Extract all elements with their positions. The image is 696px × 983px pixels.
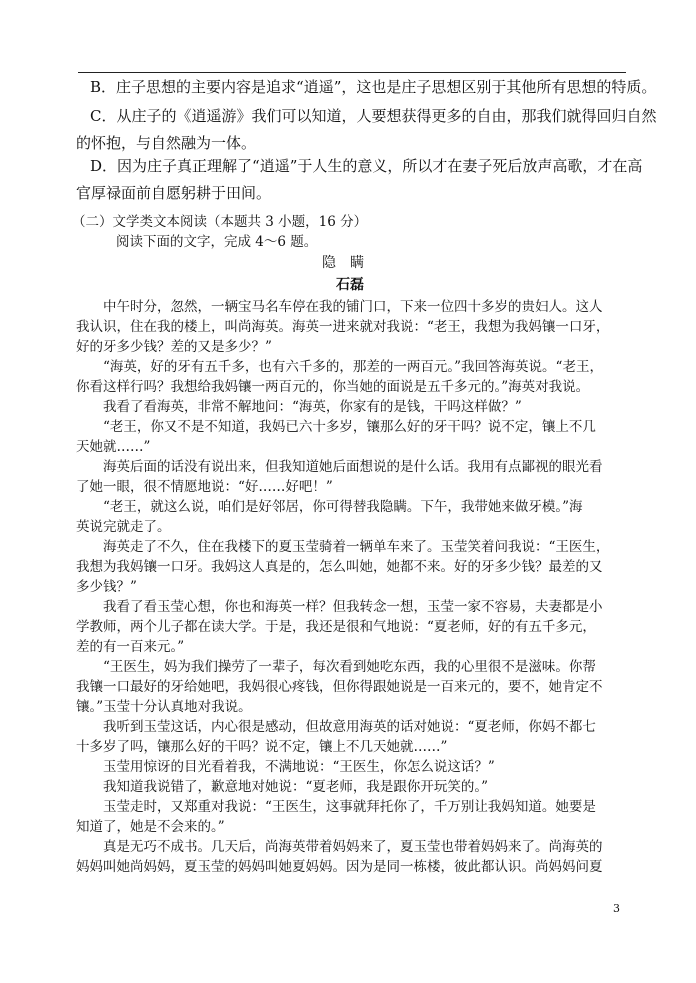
paragraph-line: “老王，你又不是不知道，我妈已六十多岁，镶那么好的牙干吗？说不定，镶上不几 bbox=[103, 419, 596, 435]
paragraph bbox=[76, 537, 624, 597]
option-c-line: 的怀抱，与自然融为一体。 bbox=[76, 134, 257, 152]
paragraph-line: “海英，好的牙有五千多，也有六千多的，那差的一两百元。”我回答海英说。“老王， bbox=[103, 359, 603, 375]
paragraph-line: 海英后面的话没有说出来，但我知道她后面想说的是什么话。我用有点鄙视的眼光看 bbox=[103, 459, 603, 475]
paragraph bbox=[76, 357, 624, 397]
paragraph-line: 我知道我说错了，歉意地对她说：“夏老师，我是跟你开玩笑的。” bbox=[103, 779, 489, 795]
paragraph bbox=[76, 297, 624, 357]
paragraph-line: 差的有一百来元。” bbox=[76, 639, 185, 655]
paragraph bbox=[76, 837, 624, 877]
section-heading: （二）文学类文本阅读（本题共 3 小题，16 分） bbox=[72, 214, 368, 230]
page-number: 3 bbox=[613, 902, 620, 915]
paragraph-line: 我认识，住在我的楼上，叫尚海英。海英一进来就对我说：“老王，我想为我妈镶一口牙， bbox=[76, 319, 610, 335]
paragraph-line: 中午时分，忽然，一辆宝马名车停在我的铺门口，下来一位四十多岁的贵妇人。这人 bbox=[103, 299, 603, 315]
paragraph-line: “老王，就这么说，咱们是好邻居，你可得替我隐瞒。下午，我带她来做牙模。”海 bbox=[103, 499, 583, 515]
option-b-line: B．庄子思想的主要内容是追求“逍遥”，这也是庄子思想区别于其他所有思想的特质。 bbox=[90, 78, 657, 96]
header-rule bbox=[78, 72, 626, 73]
paragraph-line: 好的牙多少钱？差的又是多少？” bbox=[76, 339, 272, 355]
paragraph bbox=[76, 417, 624, 457]
paragraph bbox=[76, 457, 624, 497]
paragraph-line: 天她就……” bbox=[76, 439, 151, 455]
story-title: 隐瞒 bbox=[322, 255, 378, 271]
option-d-line: 官厚禄面前自愿躬耕于田间。 bbox=[76, 184, 272, 202]
paragraph-line: 学教师，两个儿子都在读大学。于是，我还是很和气地说：“夏老师，好的有五千多元， bbox=[76, 619, 596, 635]
paragraph-line: 英说完就走了。 bbox=[76, 519, 171, 535]
paragraph-line: “王医生，妈为我们操劳了一辈子，每次看到她吃东西，我的心里很不是滋味。你帮 bbox=[103, 659, 596, 675]
option-d bbox=[76, 153, 643, 207]
paragraph-line: 你看这样行吗？我想给我妈镶一两百元的，你当她的面说是五千多元的。”海英对我说。 bbox=[76, 379, 590, 395]
paragraph-line: 我看了看海英，非常不解地问：“海英，你家有的是钱，干吗这样做？” bbox=[103, 399, 522, 415]
reading-section bbox=[72, 212, 624, 296]
option-c-line: C．从庄子的《逍遥游》我们可以知道，人要想获得更多的自由，那我们就得回归自然 bbox=[90, 107, 657, 125]
paragraph bbox=[76, 717, 624, 757]
paragraph bbox=[76, 497, 624, 537]
paragraph-line: 真是无巧不成书。几天后，尚海英带着妈妈来了，夏玉莹也带着妈妈来了。尚海英的 bbox=[103, 839, 603, 855]
paragraph-line: 玉莹用惊讶的目光看着我，不满地说：“王医生，你怎么说这话？” bbox=[103, 759, 495, 775]
paragraph-line: 多少钱？” bbox=[76, 579, 137, 595]
story-author: 石磊 bbox=[336, 277, 364, 293]
story-body bbox=[76, 297, 624, 877]
paragraph-line: 我镶一口最好的牙给她吧，我妈很心疼钱，但你得跟她说是一百来元的，要不，她肯定不 bbox=[76, 679, 603, 695]
option-d-line: D．因为庄子真正理解了“逍遥”于人生的意义，所以才在妻子死后放声高歌，才在高 bbox=[90, 157, 643, 175]
paragraph-line: 知道了，她是不会来的。” bbox=[76, 819, 225, 835]
option-c bbox=[76, 103, 657, 157]
paragraph-line: 我听到玉莹这话，内心很是感动，但故意用海英的话对她说：“夏老师，你妈不都七 bbox=[103, 719, 596, 735]
paragraph-line: 玉莹走时，又郑重对我说：“王医生，这事就拜托你了，千万别让我妈知道。她要是 bbox=[103, 799, 596, 815]
paragraph bbox=[76, 397, 624, 417]
paragraph bbox=[76, 797, 624, 837]
section-instruction: 阅读下面的文字，完成 4～6 题。 bbox=[116, 234, 318, 250]
paragraph-line: 了她一眼，很不情愿地说：“好……好吧！” bbox=[76, 479, 333, 495]
paragraph bbox=[76, 757, 624, 777]
paragraph-line: 镶。”玉莹十分认真地对我说。 bbox=[76, 699, 252, 715]
paragraph bbox=[76, 657, 624, 717]
paragraph-line: 海英走了不久，住在我楼下的夏玉莹骑着一辆单车来了。玉莹笑着问我说：“王医生， bbox=[103, 539, 610, 555]
paragraph bbox=[76, 777, 624, 797]
paragraph-line: 妈妈叫她尚妈妈，夏玉莹的妈妈叫她夏妈妈。因为是同一栋楼，彼此都认识。尚妈妈问夏 bbox=[76, 859, 603, 875]
paragraph-line: 我想为我妈镶一口牙。我妈这人真是的，怎么叫她，她都不来。好的牙多少钱？最差的又 bbox=[76, 559, 603, 575]
paragraph bbox=[76, 597, 624, 657]
paragraph-line: 十多岁了吗，镶那么好的干吗？说不定，镶上不几天她就……” bbox=[76, 739, 448, 755]
paragraph-line: 我看了看玉莹心想，你也和海英一样？但我转念一想，玉莹一家不容易，夫妻都是小 bbox=[103, 599, 603, 615]
option-b bbox=[86, 74, 657, 101]
